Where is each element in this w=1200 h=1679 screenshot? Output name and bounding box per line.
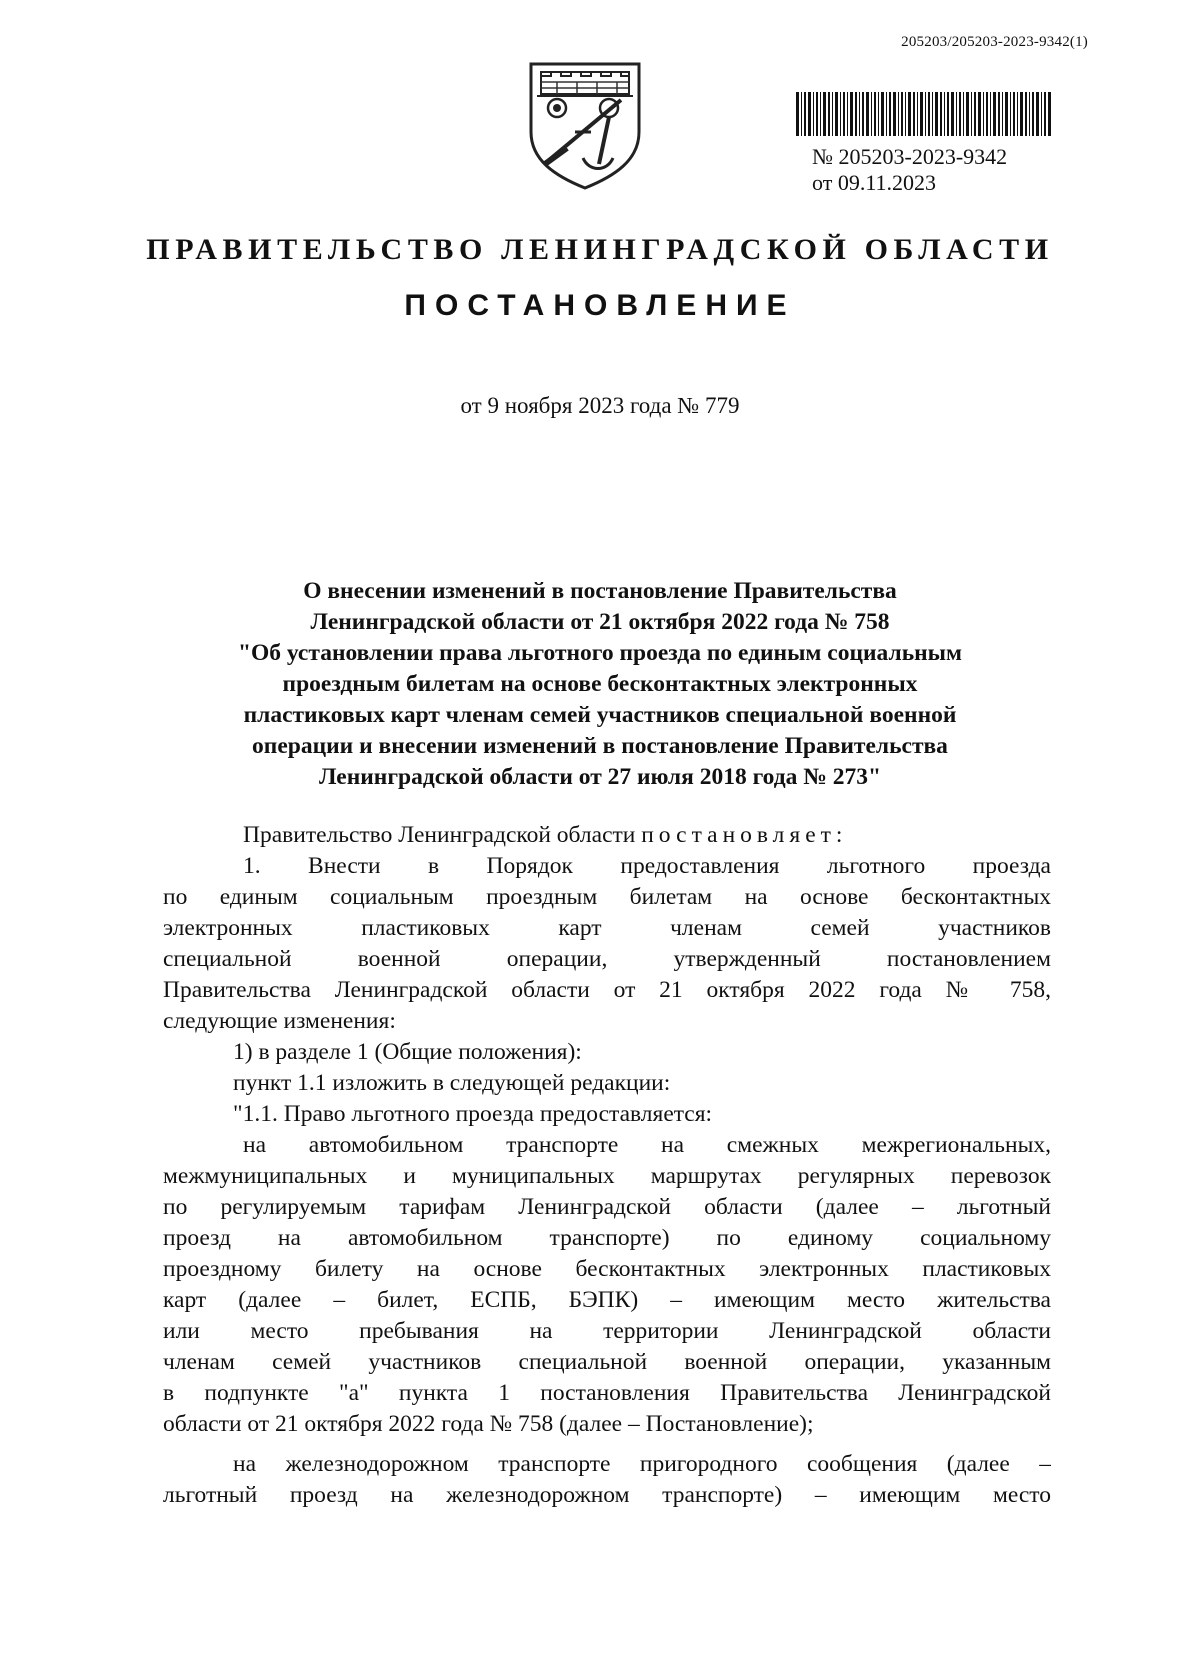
body-line: членам семей участников специальной военной операции, указанным [163, 1349, 1051, 1375]
title-line: Ленинградской области от 27 июля 2018 года № 273" [318, 764, 882, 790]
decree-title [150, 576, 1050, 793]
body-line: по регулируемым тарифам Ленинградской области (далее – льготный [163, 1194, 1051, 1220]
decree-body [163, 820, 1051, 1511]
body-line: "1.1. Право льготного проезда предоставляется: [233, 1101, 713, 1127]
title-line: "Об установлении права льготного проезда по единым социальным [237, 640, 963, 666]
title-line: Ленинградской области от 21 октября 2022 года № 758 [310, 609, 890, 635]
intro-prefix: Правительство Ленинградской области [243, 822, 636, 848]
title-line: проездным билетам на основе бесконтактных электронных [282, 671, 918, 697]
body-line: на автомобильном транспорте на смежных межрегиональных, [243, 1132, 1051, 1158]
body-line: межмуниципальных и муниципальных маршрутах регулярных перевозок [163, 1163, 1051, 1189]
document-id: 205203/205203-2023-9342(1) [901, 34, 1088, 50]
barcode [796, 92, 1051, 136]
body-line: карт (далее – билет, ЕСПБ, БЭПК) – имеющим место жительства [163, 1287, 1051, 1313]
intro-spaced: постановляет: [641, 822, 848, 848]
document-type: ПОСТАНОВЛЕНИЕ [404, 289, 796, 322]
coat-of-arms-emblem [527, 60, 643, 192]
registration-number: № 205203-2023-9342 [812, 144, 1008, 169]
title-line: пластиковых карт членам семей участников специальной военной [243, 702, 957, 728]
body-line: проезд на автомобильном транспорте) по единому социальному [163, 1225, 1051, 1251]
organization-name: ПРАВИТЕЛЬСТВО ЛЕНИНГРАДСКОЙ ОБЛАСТИ [146, 233, 1054, 266]
registration-date: от 09.11.2023 [812, 170, 937, 195]
body-line: проездному билету на основе бесконтактных электронных пластиковых [163, 1256, 1051, 1282]
decree-date-number: от 9 ноября 2023 года № 779 [460, 393, 740, 418]
body-line: следующие изменения: [163, 1008, 396, 1034]
body-line: специальной военной операции, утвержденный постановлением [163, 946, 1051, 972]
body-line: или место пребывания на территории Ленинградской области [163, 1318, 1051, 1344]
body-line: по единым социальным проездным билетам на основе бесконтактных [163, 884, 1051, 910]
title-line: О внесении изменений в постановление Правительства [303, 578, 897, 604]
body-line: в подпункте "а" пункта 1 постановления Правительства Ленинградской [163, 1380, 1051, 1406]
body-line: на железнодорожном транспорте пригородного сообщения (далее – [233, 1451, 1051, 1477]
body-line: электронных пластиковых карт членам семей участников [163, 915, 1051, 941]
body-line: области от 21 октября 2022 года № 758 (далее – Постановление); [163, 1411, 814, 1437]
title-line: операции и внесении изменений в постановление Правительства [252, 733, 948, 759]
body-line: пункт 1.1 изложить в следующей редакции: [233, 1070, 671, 1096]
intro-line [163, 820, 1051, 851]
body-line: 1. Внести в Порядок предоставления льготного проезда [243, 853, 1051, 879]
body-line: льготный проезд на железнодорожном транспорте) – имеющим место [163, 1482, 1051, 1508]
body-line: Правительства Ленинградской области от 21 октября 2022 года № 758, [163, 977, 1051, 1003]
body-line: 1) в разделе 1 (Общие положения): [233, 1039, 582, 1065]
